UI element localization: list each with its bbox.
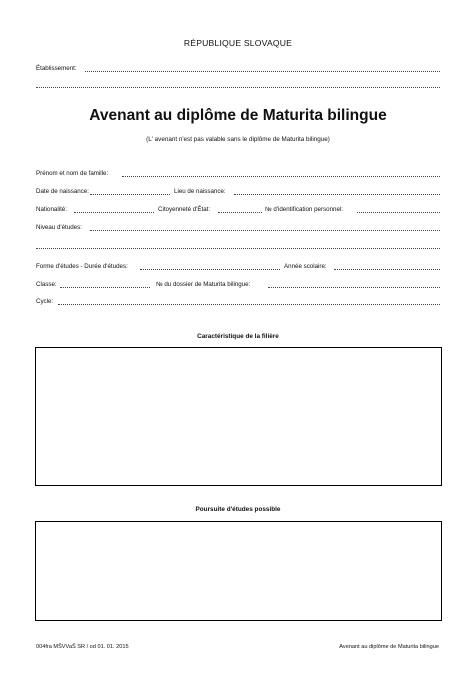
education-level-field[interactable]	[90, 230, 440, 231]
establishment-field-line2[interactable]	[36, 87, 440, 88]
file-number-label: № du dossier de Maturita bilingue:	[156, 281, 251, 288]
country-heading: RÉPUBLIQUE SLOVAQUE	[183, 38, 293, 48]
citizenship-label: Citoyenneté d'État:	[158, 206, 211, 213]
education-level-label: Niveau d'études:	[36, 224, 82, 231]
nationality-label: Nationalité:	[36, 206, 67, 213]
class-field[interactable]	[60, 287, 150, 288]
nationality-field[interactable]	[74, 212, 154, 213]
birth-date-field[interactable]	[90, 194, 170, 195]
school-year-label: Année scolaire:	[284, 263, 327, 270]
name-field[interactable]	[122, 176, 440, 177]
school-year-field[interactable]	[334, 269, 440, 270]
establishment-label: Établissement:	[36, 65, 77, 72]
field-characteristics-heading: Caractéristique de la filière	[197, 333, 279, 340]
footer-form-code: 004fra MŠVVaŠ SR / od 01. 01. 2015	[36, 644, 129, 650]
citizenship-field[interactable]	[218, 212, 262, 213]
establishment-field[interactable]	[85, 71, 440, 72]
birth-place-label: Lieu de naissance:	[174, 188, 226, 195]
further-studies-box[interactable]	[35, 521, 442, 621]
document-subtitle: (L' avenant n'est pas valable sans le diplôme de Maturita bilingue)	[146, 136, 330, 143]
education-level-field-line2[interactable]	[36, 248, 440, 249]
study-form-field[interactable]	[140, 269, 280, 270]
id-number-label: № d'identification personnel:	[265, 206, 343, 213]
class-label: Classe:	[36, 281, 57, 288]
birth-place-field[interactable]	[234, 194, 440, 195]
footer-document-name: Avenant au diplôme de Maturita bilingue	[339, 644, 439, 650]
birth-date-label: Date de naissance:	[36, 188, 89, 195]
name-label: Prénom et nom de famille:	[36, 170, 109, 177]
further-studies-heading: Poursuite d'études possible	[195, 506, 281, 513]
cycle-field[interactable]	[58, 304, 440, 305]
id-number-field[interactable]	[357, 212, 440, 213]
document-title: Avenant au diplôme de Maturita bilingue	[89, 107, 387, 124]
file-number-field[interactable]	[268, 287, 440, 288]
study-form-label: Forme d'études - Durée d'études:	[36, 263, 128, 270]
field-characteristics-box[interactable]	[35, 347, 442, 486]
cycle-label: Cycle:	[36, 298, 54, 305]
